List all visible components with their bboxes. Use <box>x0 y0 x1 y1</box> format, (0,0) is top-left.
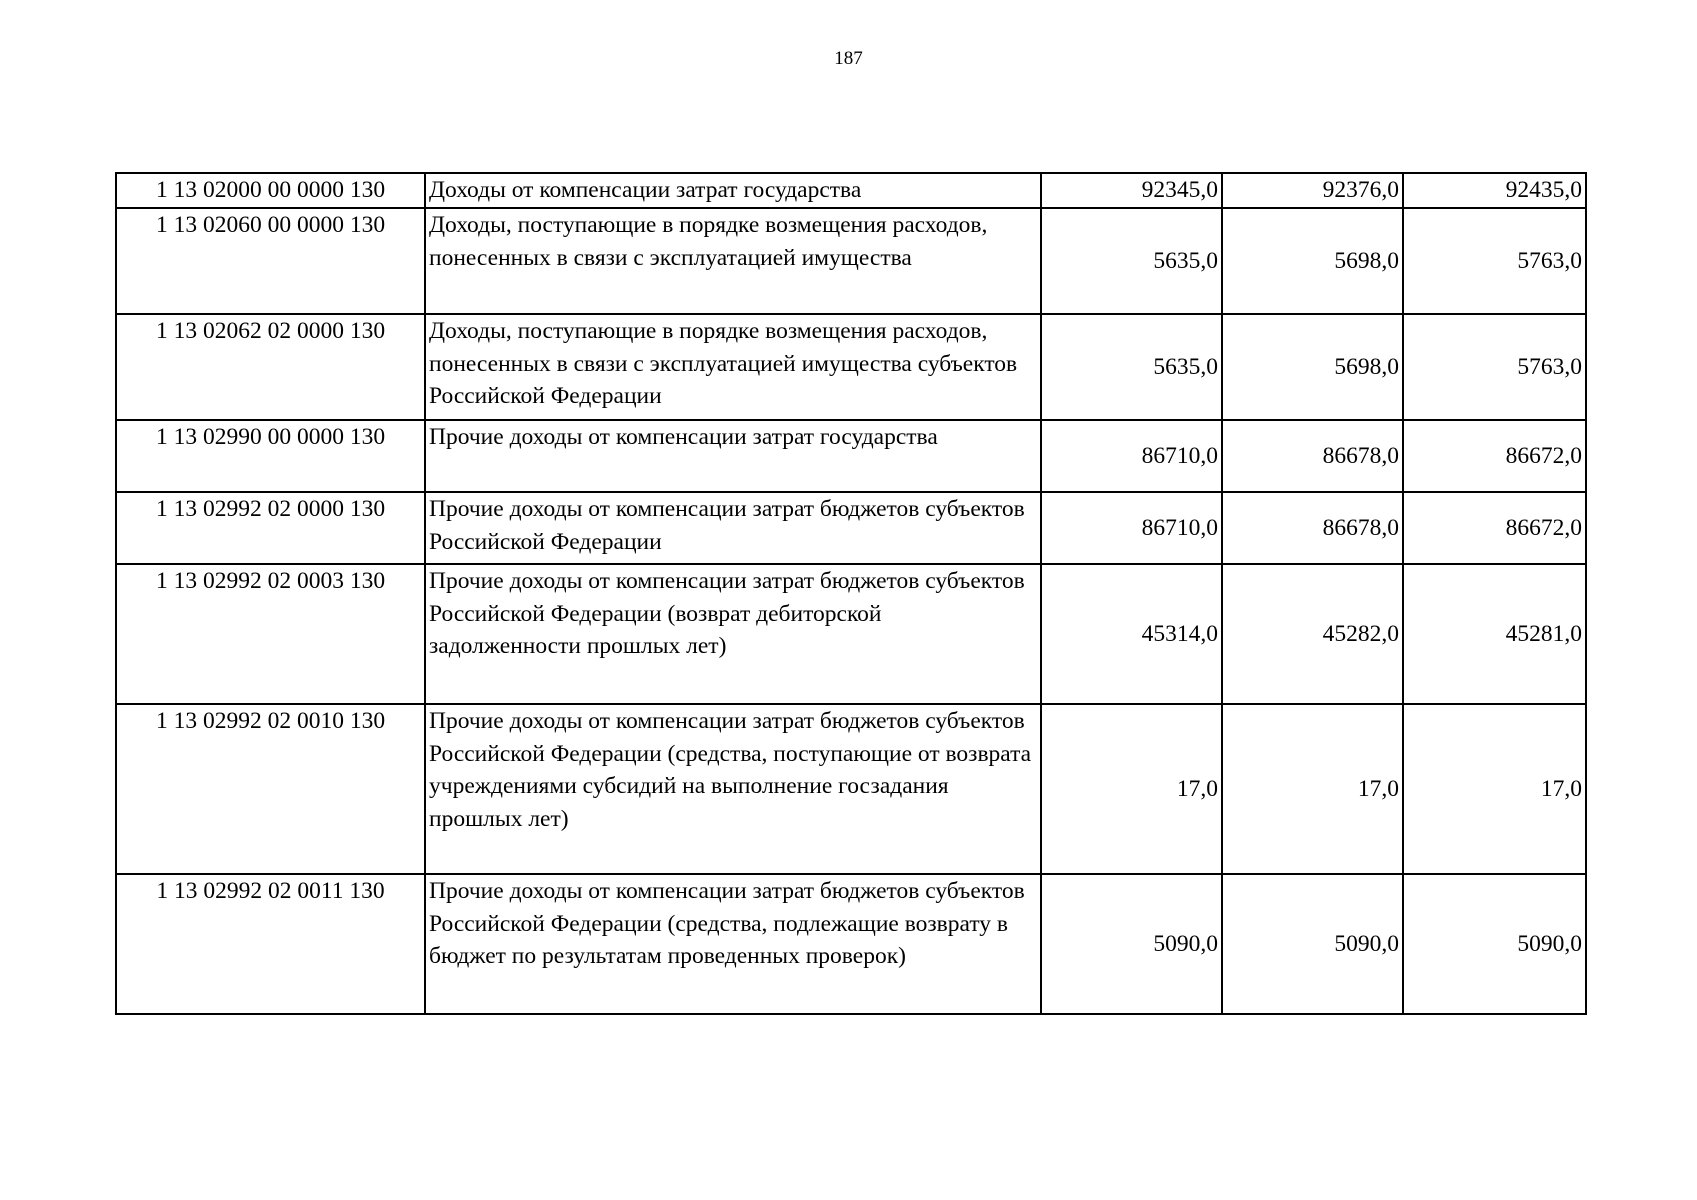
amount-cell-year-1: 45314,0 <box>1041 564 1222 704</box>
amount-cell-year-2: 17,0 <box>1222 704 1403 874</box>
budget-code-cell: 1 13 02060 00 0000 130 <box>116 208 425 314</box>
amount-cell-year-2: 5698,0 <box>1222 208 1403 314</box>
amount-cell-year-2: 45282,0 <box>1222 564 1403 704</box>
amount-cell-year-3: 17,0 <box>1403 704 1586 874</box>
amount-cell-year-2: 5698,0 <box>1222 314 1403 420</box>
amount-cell-year-3: 92435,0 <box>1403 173 1586 208</box>
table-row <box>116 173 1586 208</box>
budget-code-cell: 1 13 02992 02 0010 130 <box>116 704 425 874</box>
revenue-name-cell: Прочие доходы от компенсации затрат бюджетов субъектов Российской Федерации (средства, подлежащие возврату в бюджет по результатам проведенных проверок) <box>425 874 1041 1014</box>
budget-code-cell: 1 13 02000 00 0000 130 <box>116 173 425 208</box>
amount-cell-year-1: 5090,0 <box>1041 874 1222 1014</box>
budget-code-cell: 1 13 02992 02 0003 130 <box>116 564 425 704</box>
table-row <box>116 874 1586 1014</box>
revenue-name-cell: Прочие доходы от компенсации затрат государства <box>425 420 1041 492</box>
revenue-name-cell: Доходы, поступающие в порядке возмещения расходов, понесенных в связи с эксплуатацией имущества <box>425 208 1041 314</box>
table-row <box>116 492 1586 564</box>
amount-cell-year-3: 86672,0 <box>1403 492 1586 564</box>
budget-code-cell: 1 13 02990 00 0000 130 <box>116 420 425 492</box>
amount-cell-year-3: 86672,0 <box>1403 420 1586 492</box>
budget-code-cell: 1 13 02062 02 0000 130 <box>116 314 425 420</box>
page-number: 187 <box>834 48 863 69</box>
amount-cell-year-1: 5635,0 <box>1041 314 1222 420</box>
table-row <box>116 564 1586 704</box>
amount-cell-year-1: 86710,0 <box>1041 420 1222 492</box>
revenue-name-cell: Прочие доходы от компенсации затрат бюджетов субъектов Российской Федерации <box>425 492 1041 564</box>
amount-cell-year-3: 45281,0 <box>1403 564 1586 704</box>
amount-cell-year-1: 92345,0 <box>1041 173 1222 208</box>
revenue-name-cell: Прочие доходы от компенсации затрат бюджетов субъектов Российской Федерации (возврат дебиторской задолженности прошлых лет) <box>425 564 1041 704</box>
amount-cell-year-2: 86678,0 <box>1222 492 1403 564</box>
table-row <box>116 704 1586 874</box>
amount-cell-year-2: 86678,0 <box>1222 420 1403 492</box>
table-row <box>116 314 1586 420</box>
amount-cell-year-3: 5090,0 <box>1403 874 1586 1014</box>
budget-code-cell: 1 13 02992 02 0000 130 <box>116 492 425 564</box>
table-row <box>116 420 1586 492</box>
table-row <box>116 208 1586 314</box>
amount-cell-year-2: 92376,0 <box>1222 173 1403 208</box>
amount-cell-year-1: 5635,0 <box>1041 208 1222 314</box>
amount-cell-year-3: 5763,0 <box>1403 208 1586 314</box>
amount-cell-year-2: 5090,0 <box>1222 874 1403 1014</box>
revenue-name-cell: Доходы от компенсации затрат государства <box>425 173 1041 208</box>
amount-cell-year-1: 86710,0 <box>1041 492 1222 564</box>
revenue-name-cell: Прочие доходы от компенсации затрат бюджетов субъектов Российской Федерации (средства, поступающие от возврата учреждениями субсидий на выполнение госзадания прошлых лет) <box>425 704 1041 874</box>
revenue-table <box>115 172 1587 1015</box>
amount-cell-year-3: 5763,0 <box>1403 314 1586 420</box>
revenue-name-cell: Доходы, поступающие в порядке возмещения расходов, понесенных в связи с эксплуатацией имущества субъектов Российской Федерации <box>425 314 1041 420</box>
budget-code-cell: 1 13 02992 02 0011 130 <box>116 874 425 1014</box>
amount-cell-year-1: 17,0 <box>1041 704 1222 874</box>
